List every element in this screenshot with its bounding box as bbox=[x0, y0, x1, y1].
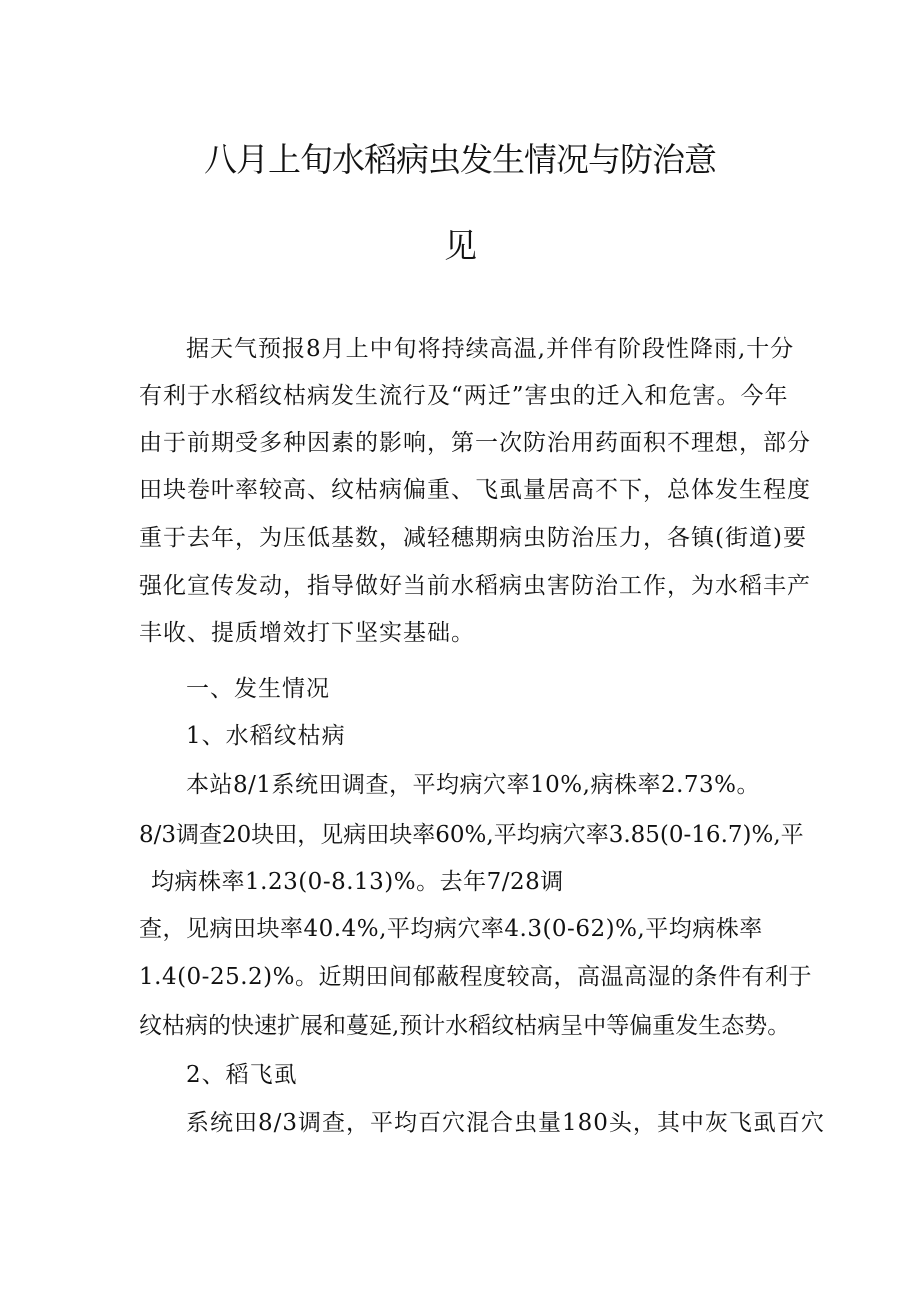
intro-line: 由于前期受多种因素的影响，第一次防治用药面积不理想，部分 bbox=[139, 430, 811, 456]
intro-line: 重于去年，为压低基数，减轻穗期病虫防治压力，各镇(街道)要 bbox=[139, 525, 807, 551]
item1-line: 本站8/1系统田调查，平均病穴率10%,病株率2.73%。 bbox=[186, 772, 761, 798]
item1-line: 1.4(0-25.2)%。近期田间郁蔽程度较高，高温高湿的条件有利于 bbox=[139, 964, 812, 990]
item1-line: 均病株率1.23(0-8.13)%。去年7/28调 bbox=[151, 869, 564, 895]
intro-line: 丰收、提质增效打下坚实基础。 bbox=[139, 620, 475, 646]
section-heading: 一、发生情况 bbox=[186, 676, 330, 702]
intro-line: 有利于水稻纹枯病发生流行及“两迁”害虫的迁入和危害。今年 bbox=[139, 383, 789, 409]
intro-line: 田块卷叶率较高、纹枯病偏重、飞虱量居高不下，总体发生程度 bbox=[139, 477, 811, 503]
item1-line: 8/3调查20块田，见病田块率60%,平均病穴率3.85(0-16.7)%,平 bbox=[139, 822, 804, 848]
intro-line: 强化宣传发动，指导做好当前水稻病虫害防治工作，为水稻丰产 bbox=[139, 573, 811, 599]
item-heading: 1、水稻纹枯病 bbox=[186, 723, 346, 749]
document-title-line-2: 见 bbox=[444, 226, 476, 265]
document-title-line-1: 八月上旬水稻病虫发生情况与防治意 bbox=[204, 140, 716, 179]
item2-line: 系统田8/3调查，平均百穴混合虫量180头，其中灰飞虱百穴 bbox=[186, 1110, 825, 1136]
item1-line: 纹枯病的快速扩展和蔓延,预计水稻纹枯病呈中等偏重发生态势。 bbox=[139, 1013, 791, 1039]
item1-line: 查，见病田块率40.4%,平均病穴率4.3(0-62)%,平均病株率 bbox=[139, 916, 763, 942]
intro-line: 据天气预报8月上中旬将持续高温,并伴有阶段性降雨,十分 bbox=[186, 336, 795, 362]
item-heading: 2、稻飞虱 bbox=[186, 1062, 298, 1088]
